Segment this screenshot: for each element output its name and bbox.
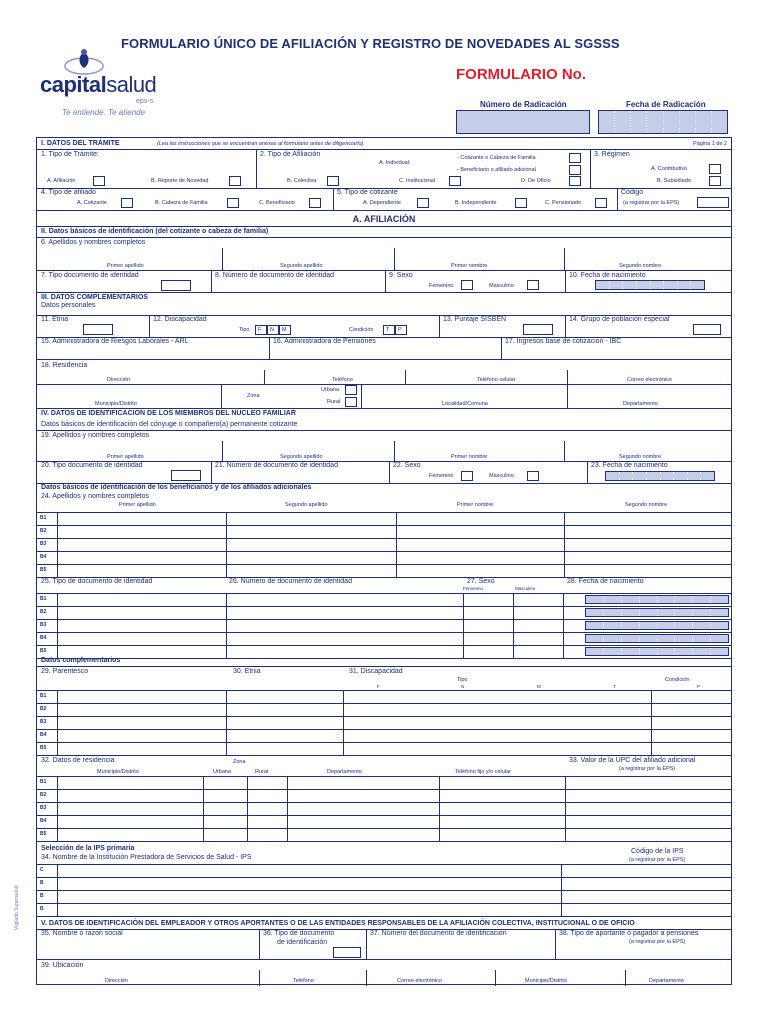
aportante-label: 38. Tipo de aportante o pagador a pensiones: [559, 930, 699, 937]
radicacion-number-label: Número de Radicación: [480, 100, 567, 109]
discapacidad-label: 12. Discapacidad: [153, 316, 207, 323]
benef-fecha-nac-label: 28. Fecha de nacimiento: [567, 578, 644, 585]
contributivo-checkbox[interactable]: [709, 164, 721, 174]
tipo-afiliacion-label: 2. Tipo de Afiliación: [260, 151, 321, 158]
radicacion-date-field[interactable]: [598, 110, 728, 134]
benef-sexo-label: 27. Sexo: [467, 578, 495, 585]
correo-caption: Correo electrónico: [627, 377, 672, 383]
fecha-nac-field[interactable]: [595, 280, 705, 290]
row-date-field[interactable]: [585, 634, 729, 643]
row-label: B5: [40, 648, 47, 654]
benef-primer-apellido-caption: Primer apellido: [119, 502, 156, 508]
tipo-afiliado-label: 4. Tipo de afiliado: [41, 189, 96, 196]
conyuge-fecha-nac-field[interactable]: [605, 471, 715, 481]
row-label: B2: [40, 792, 47, 798]
benef-masc-caption: Masculino: [515, 586, 536, 591]
empleador-direccion-caption: Dirección: [105, 978, 128, 984]
datos-personales-label: Datos personales: [41, 302, 96, 309]
row-date-field[interactable]: [585, 621, 729, 630]
subsidiado-checkbox[interactable]: [709, 176, 721, 186]
apellidos-conyuge-label: 19. Apellidos y nombres completos: [41, 432, 150, 439]
section-1-title: I. DATOS DEL TRÁMITE: [41, 140, 120, 147]
tipo-cotizante-label: 5. Tipo de cotizante: [337, 189, 398, 196]
primer-nombre-caption: Primer nombre: [451, 263, 488, 269]
benef-discapacidad-label: 31. Discapacidad: [349, 668, 403, 675]
benef-tipo-caption: Tipo: [457, 677, 468, 683]
tipo-f-checkbox[interactable]: F: [255, 325, 267, 335]
residencia-b-rural: Rural: [255, 769, 269, 775]
beneficiario-adicional-checkbox[interactable]: [569, 165, 581, 175]
empleador-tipo-doc-field[interactable]: [333, 947, 361, 958]
logo-eps: eps-s: [136, 98, 154, 105]
row-label: B2: [40, 609, 47, 615]
tipo-doc-label: 7. Tipo documento de identidad: [41, 272, 139, 279]
afiliacion-label: A. Afiliación: [47, 178, 76, 184]
sisben-field[interactable]: [523, 324, 553, 335]
primer-apellido-caption: Primer apellido: [107, 263, 144, 269]
form-body: [36, 137, 732, 985]
afiliacion-title: A. AFILIACIÓN: [352, 214, 416, 224]
localidad-caption: Localidad/Comuna: [442, 401, 488, 407]
colectiva-label: B. Colectiva: [287, 178, 317, 184]
conyuge-tipo-doc-field[interactable]: [171, 470, 201, 481]
row-date-field[interactable]: [585, 647, 729, 656]
row-label: B5: [40, 745, 47, 751]
row-label: B4: [40, 818, 47, 824]
benef-condicion-caption: Condición: [665, 677, 690, 683]
row-label: B1: [40, 779, 47, 785]
num-doc-label: 8. Número de documento de identidad: [215, 272, 335, 279]
row-label: B4: [40, 554, 47, 560]
empleador-municipio-caption: Municipio/Distrito: [525, 978, 567, 984]
row-label: B3: [40, 622, 47, 628]
grupo-field[interactable]: [693, 324, 721, 335]
row-date-field[interactable]: [585, 608, 729, 617]
dependiente-label: A. Dependiente: [363, 200, 401, 206]
conyuge-femenino-checkbox[interactable]: [461, 471, 473, 481]
municipio-caption: Municipio/Distrito: [95, 401, 137, 407]
conyuge-label: Datos básicos de identificación del cónyuge o compañero(a) permanente cotizante: [41, 421, 298, 428]
telefono-caption: Teléfono: [332, 377, 353, 383]
benef-num-doc-label: 26. Número de documento de identidad: [229, 578, 352, 585]
conyuge-masculino-label: Masculino: [489, 473, 514, 479]
afiliacion-checkbox[interactable]: [93, 176, 105, 186]
independiente-checkbox[interactable]: [515, 198, 527, 208]
empleador-tipo-doc-label-2: de identificación: [277, 939, 328, 946]
section-5-title: V. DATOS DE IDENTIFICACIÓN DEL EMPLEADOR Y OTROS APORTANTES O DE LAS ENTIDADES RESPONSABLES DE LA AFILIACIÓN COLECTIVA, INSTITUCIONAL O DE OFICIO: [41, 920, 635, 927]
contributivo-label: A. Contributivo: [651, 166, 688, 172]
benef-segundo-nombre-caption: Segundo nombre: [625, 502, 668, 508]
ips-code-note: (a registrar por la EPS): [629, 857, 686, 863]
dependiente-checkbox[interactable]: [417, 198, 429, 208]
page-indicator: Página 1 de 2: [693, 141, 727, 147]
condicion-t-checkbox[interactable]: T: [383, 325, 395, 335]
discapacidad-tipo-label: Tipo: [239, 327, 250, 333]
form-number-label: FORMULARIO No.: [456, 66, 586, 83]
cotizante-checkbox[interactable]: [121, 198, 133, 208]
conyuge-segundo-nombre-caption: Segundo nombre: [619, 454, 662, 460]
residencia-b-municipio: Municipio/Distrito: [97, 769, 139, 775]
complementarios-title: Datos complementarios: [41, 657, 121, 664]
sexo-label: 9. Sexo: [389, 272, 413, 279]
section-1-note: (Lea las instrucciones que se encuentran anexas al formulario antes de diligenciarlo).: [157, 141, 365, 147]
femenino-checkbox[interactable]: [461, 280, 473, 290]
urbana-label: Urbana: [321, 387, 340, 393]
oficio-checkbox[interactable]: [569, 176, 581, 186]
empleador-correo-caption: Correo electrónico: [397, 978, 442, 984]
radicacion-number-field[interactable]: [456, 110, 590, 134]
tipo-tramite-label: 1. Tipo de Trámite:: [41, 151, 99, 158]
tipo-doc-field[interactable]: [161, 280, 191, 291]
row-label: B5: [40, 831, 47, 837]
row-label: B: [40, 893, 44, 899]
tipo-n-checkbox[interactable]: N: [267, 325, 279, 335]
cabeza-familia-label: B. Cabeza de Familia: [155, 200, 208, 206]
reporte-label: B. Reporte de Novedad: [151, 178, 209, 184]
oficio-label: D. De Oficio: [521, 178, 551, 184]
benef-primer-nombre-caption: Primer nombre: [457, 502, 494, 508]
sisben-label: 13. Puntaje SISBEN: [443, 316, 507, 323]
row-label: C: [40, 867, 44, 873]
institucional-checkbox[interactable]: [449, 176, 461, 186]
independiente-label: B. Independiente: [455, 200, 497, 206]
colectiva-checkbox[interactable]: [327, 176, 339, 186]
residencia-b-label: 32. Datos de residencia: [41, 757, 115, 764]
row-label: B2: [40, 528, 47, 534]
reporte-checkbox[interactable]: [229, 176, 241, 186]
codigo-field[interactable]: [697, 197, 729, 208]
apellidos-beneficiarios-label: 24. Apellidos y nombres completos: [41, 493, 150, 500]
pensiones-label: 16. Administradora de Pensiones: [273, 338, 376, 345]
ibc-label: 17. Ingresos base de cotización - IBC: [505, 338, 622, 345]
logo-slogan: Te entiende. Te atiende: [62, 108, 146, 117]
row-label: B5: [40, 567, 47, 573]
conyuge-segundo-apellido-caption: Segundo apellido: [280, 454, 323, 460]
cabeza-familia-checkbox[interactable]: [227, 198, 239, 208]
subsidiado-label: B. Subsidiado: [657, 178, 691, 184]
row-label: B4: [40, 732, 47, 738]
etnia-label: 11. Etnia: [41, 316, 69, 323]
ubicacion-label: 39. Ubicación: [41, 962, 84, 969]
benef-tipo-f: F: [377, 684, 380, 689]
section-4-title: IV. DATOS DE IDENTIFICACIÓN DE LOS MIEMBROS DEL NÚCLEO FAMILIAR: [41, 410, 296, 417]
pensionado-checkbox[interactable]: [595, 198, 607, 208]
empleador-departamento-caption: Departamento: [649, 978, 684, 984]
celular-caption: Teléfono celular: [477, 377, 516, 383]
departamento-caption: Departamento: [623, 401, 658, 407]
empleador-tipo-doc-label: 36. Tipo de documento: [263, 930, 335, 937]
conyuge-femenino-label: Femenino: [429, 473, 454, 479]
conyuge-fecha-nac-label: 23. Fecha de nacimiento: [591, 462, 668, 469]
row-label: B2: [40, 706, 47, 712]
zona-label: Zona: [247, 393, 260, 399]
benef-tipo-doc-label: 25. Tipo de documento de identidad: [41, 578, 153, 585]
benef-condicion-t: T: [613, 684, 616, 689]
logo: [36, 48, 176, 120]
urbana-checkbox[interactable]: [345, 385, 357, 395]
residencia-b-zona: Zona: [233, 759, 246, 765]
cotizante-label: A. Cotizante: [77, 200, 107, 206]
pensionado-label: C. Pensionado: [545, 200, 582, 206]
grupo-label: 14. Grupo de población especial: [569, 316, 670, 323]
conyuge-primer-nombre-caption: Primer nombre: [451, 454, 488, 460]
discapacidad-condicion-label: Condición: [349, 327, 374, 333]
conyuge-tipo-doc-label: 20. Tipo documento de identidad: [41, 462, 143, 469]
empleador-telefono-caption: Teléfono: [293, 978, 314, 984]
aportante-note: (a registrar por la EPS): [629, 939, 686, 945]
empleador-num-doc-label: 37. Número del documento de identificación: [370, 930, 507, 937]
cotizante-cabeza-checkbox[interactable]: [569, 153, 581, 163]
beneficiario-label: C. Beneficiario: [259, 200, 295, 206]
regimen-label: 3. Régimen: [594, 151, 630, 158]
ips-name-label: 34. Nombre de la Institución Prestadora de Servicios de Salud - IPS: [41, 854, 252, 861]
ips-code-label: Código de la IPS: [631, 848, 684, 855]
row-date-field[interactable]: [585, 595, 729, 604]
benef-tipo-m: M: [537, 684, 541, 689]
row-label: B3: [40, 805, 47, 811]
benef-fem-caption: Femenino: [463, 586, 484, 591]
residencia-b-telefono: Teléfono fijo y/o celular: [455, 769, 511, 775]
beneficiario-adicional-label: - Beneficiario o afiliado adicional: [457, 167, 536, 173]
femenino-label: Femenino: [429, 283, 454, 289]
tipo-m-checkbox[interactable]: M: [279, 325, 291, 335]
institucional-label: C. Institucional: [399, 178, 436, 184]
upc-note: (a registrar por la EPS): [619, 766, 676, 772]
section-2-title: II. Datos básicos de identificación (del cotizante o cabeza de familia): [41, 228, 269, 235]
residencia-b-departamento: Departamento: [327, 769, 362, 775]
row-label: B: [40, 880, 44, 886]
segundo-apellido-caption: Segundo apellido: [280, 263, 323, 269]
logo-wordmark: capitalsalud: [40, 72, 157, 97]
beneficiario-checkbox[interactable]: [309, 198, 321, 208]
row-label: B: [40, 906, 44, 912]
conyuge-num-doc-label: 21. Número de documento de identidad: [215, 462, 338, 469]
form-title: FORMULARIO ÚNICO DE AFILIACIÓN Y REGISTRO DE NOVEDADES AL SGSSS: [121, 36, 620, 51]
conyuge-masculino-checkbox[interactable]: [527, 471, 539, 481]
benef-tipo-n: N: [461, 684, 465, 689]
segundo-nombre-caption: Segundo nombre: [619, 263, 662, 269]
residencia-label: 18. Residencia: [41, 362, 88, 369]
row-label: B4: [40, 635, 47, 641]
conyuge-primer-apellido-caption: Primer apellido: [107, 454, 144, 460]
upc-label: 33. Valor de la UPC del afiliado adicional: [569, 757, 696, 764]
row-label: B1: [40, 693, 47, 699]
parentesco-label: 29. Parentesco: [41, 668, 89, 675]
codigo-label: Código: [621, 189, 644, 196]
codigo-note: (a registrar por la EPS): [623, 200, 680, 206]
etnia-field[interactable]: [83, 324, 113, 335]
residencia-b-urbana: Urbana: [213, 769, 232, 775]
beneficiarios-title: Datos básicos de identificación de los beneficiarios y de los afiliados adicionales: [41, 484, 312, 491]
rural-label: Rural: [327, 399, 341, 405]
direccion-caption: Dirección: [107, 377, 130, 383]
cotizante-cabeza-label: - Cotizante o Cabeza de Familia: [457, 155, 536, 161]
condicion-p-checkbox[interactable]: P: [395, 325, 407, 335]
benef-segundo-apellido-caption: Segundo apellido: [285, 502, 328, 508]
row-label: B3: [40, 541, 47, 547]
razon-social-label: 35. Nombre o razón social: [41, 930, 123, 937]
row-label: B1: [40, 515, 47, 521]
radicacion-date-label: Fecha de Radicación: [626, 100, 706, 109]
ips-title: Selección de la IPS primaria: [41, 845, 135, 852]
row-label: B3: [40, 719, 47, 725]
conyuge-sexo-label: 22. Sexo: [393, 462, 421, 469]
benef-etnia-label: 30. Etnia: [233, 668, 261, 675]
masculino-checkbox[interactable]: [527, 280, 539, 290]
rural-checkbox[interactable]: [345, 397, 357, 407]
fecha-nac-label: 10. Fecha de nacimiento: [569, 272, 646, 279]
section-3-title: III. DATOS COMPLEMENTARIOS: [41, 294, 148, 301]
sidenote: Vigilado Supersalud: [14, 885, 20, 930]
apellidos-label: 6. Apellidos y nombres completos: [41, 239, 146, 246]
arl-label: 15. Administradora de Riesgos Laborales - ARL: [41, 338, 189, 345]
row-label: B1: [40, 596, 47, 602]
benef-condicion-p: P: [697, 684, 701, 689]
individual-label: A. Individual:: [379, 160, 411, 166]
masculino-label: Masculino: [489, 283, 514, 289]
